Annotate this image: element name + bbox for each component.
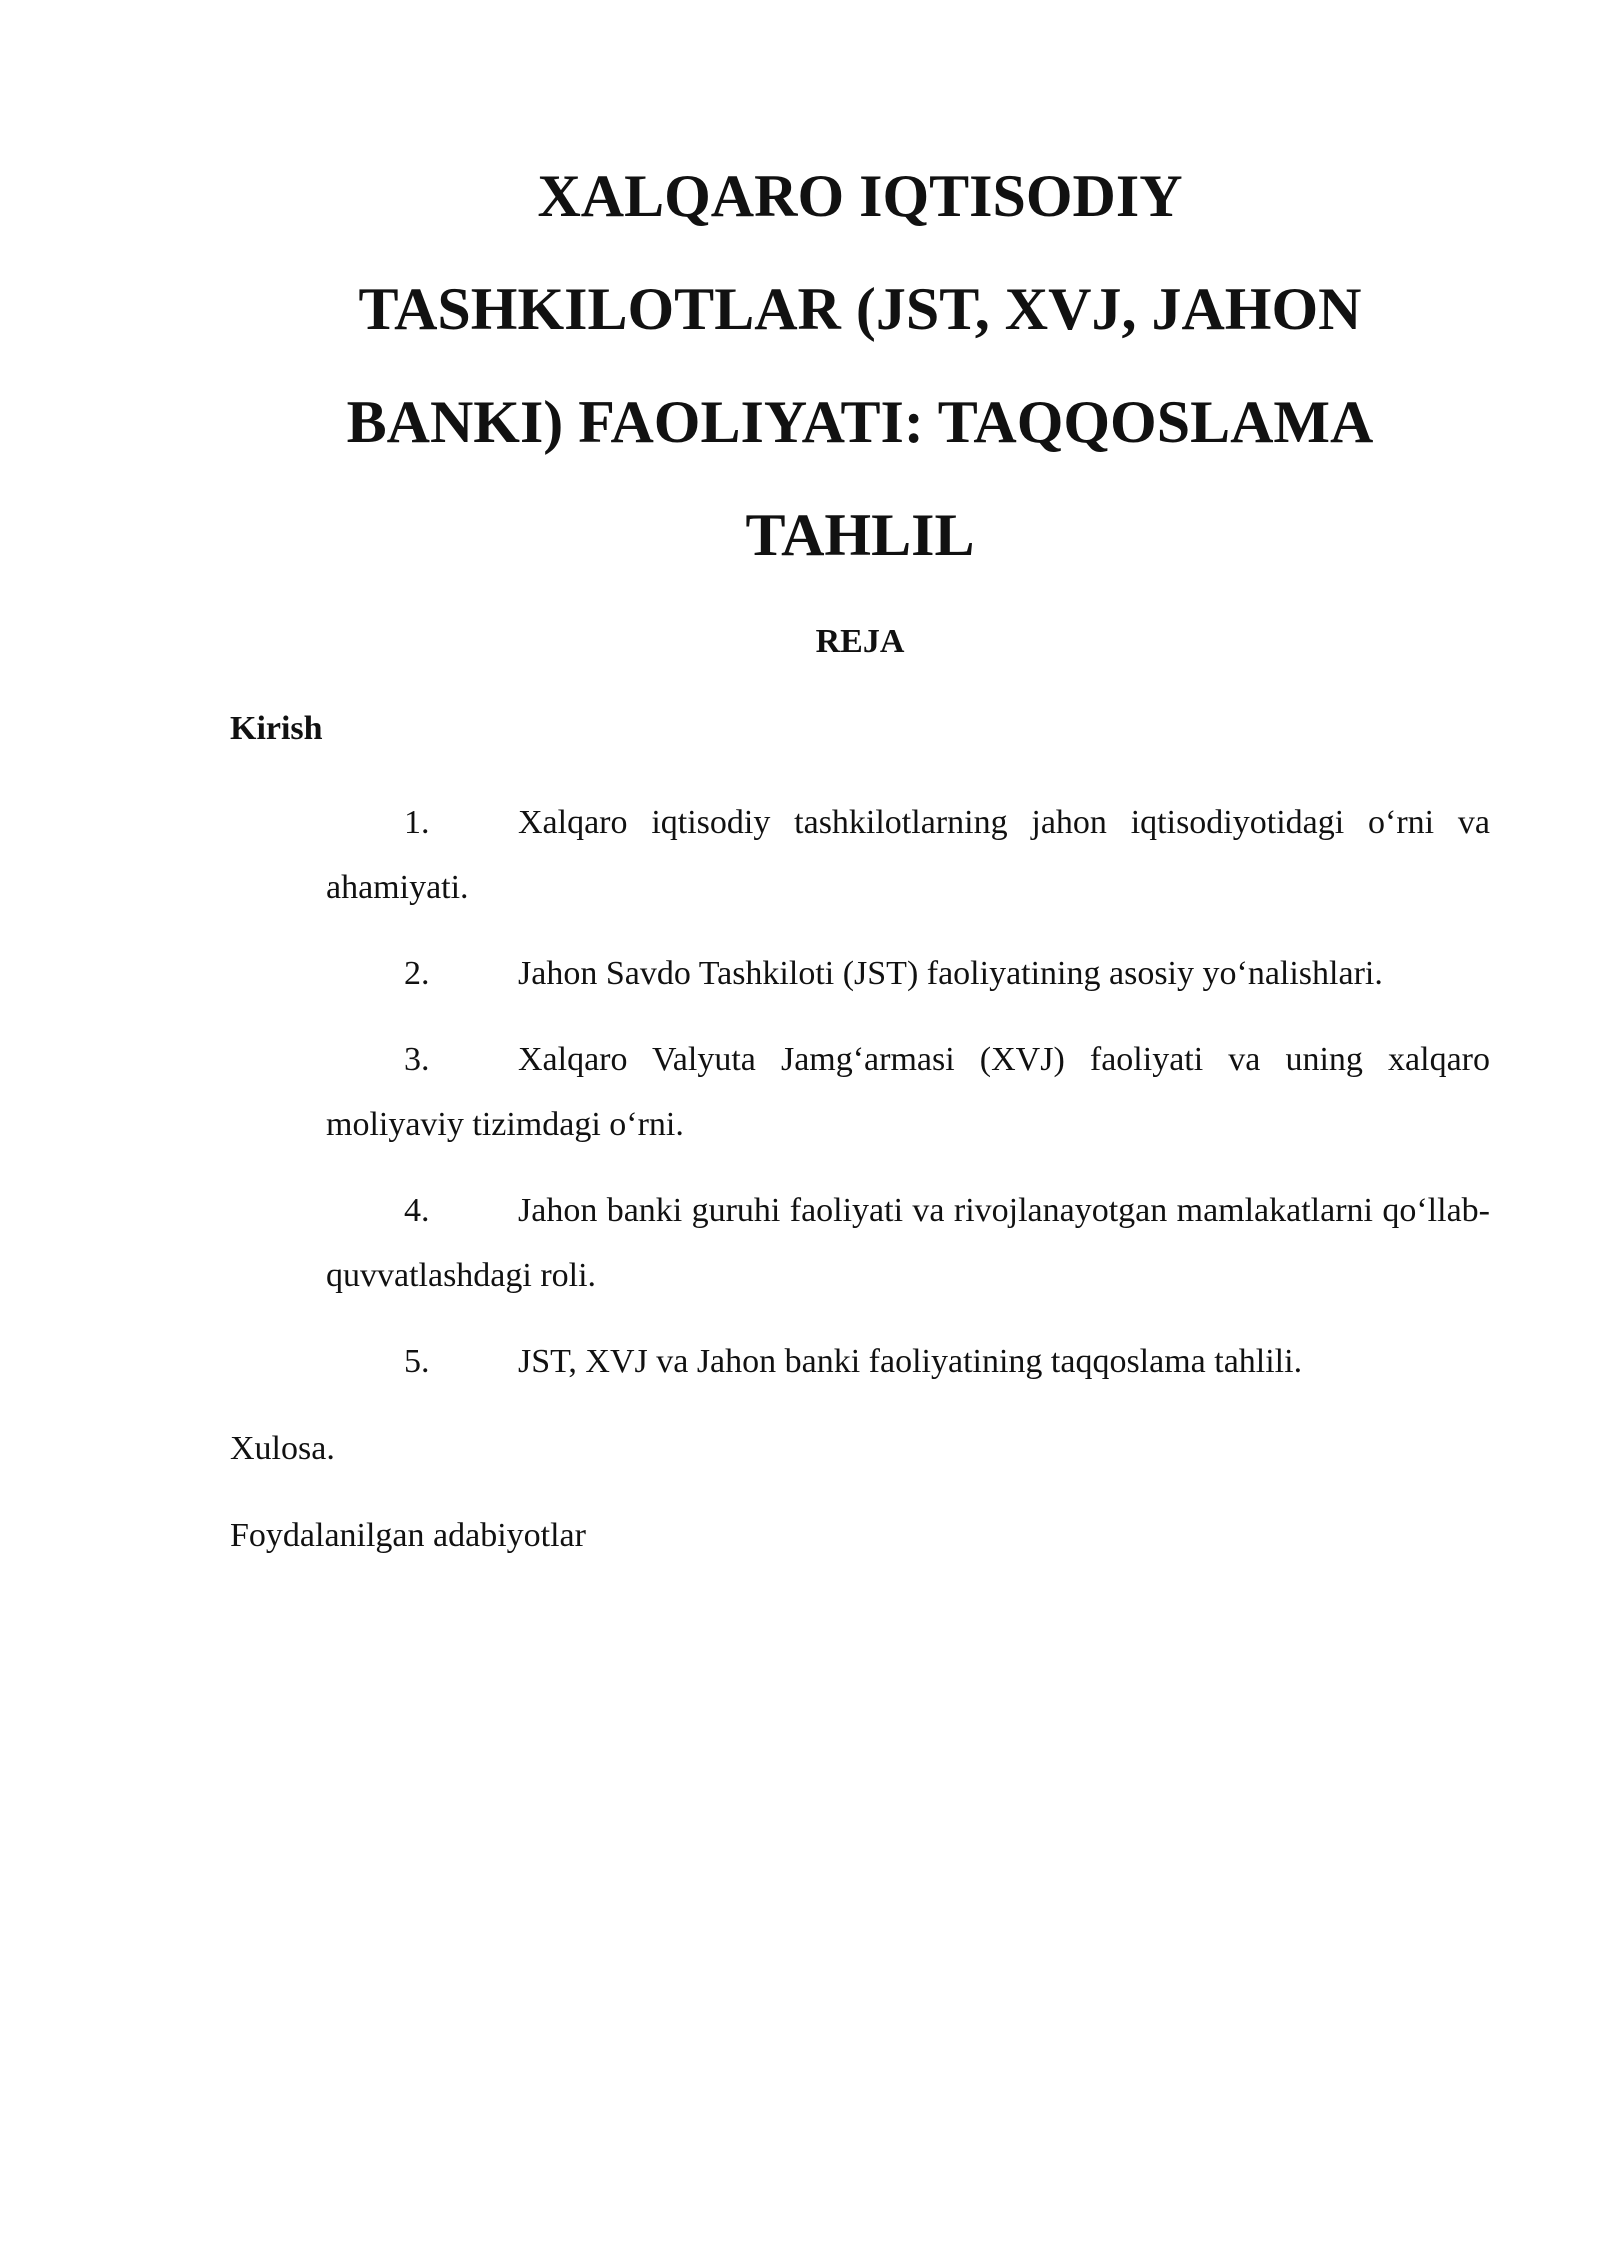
title-line: TASHKILOTLAR (JST, XVJ, JAHON (358, 276, 1362, 342)
plan-item-number: 1. (404, 804, 430, 841)
plan-list (326, 790, 1490, 1415)
plan-item (326, 941, 1490, 1006)
plan-item-number: 5. (404, 1343, 430, 1380)
intro-heading: Kirish (230, 710, 323, 747)
conclusion-heading: Xulosa. (230, 1430, 335, 1467)
title-line: TAHLIL (745, 502, 975, 568)
title-line: BANKI) FAOLIYATI: TAQQOSLAMA (346, 389, 1374, 455)
plan-item (326, 1027, 1490, 1157)
plan-item-text: JST, XVJ va Jahon banki faoliyatining taqqoslama tahlili. (518, 1343, 1303, 1380)
plan-item-number: 3. (404, 1041, 430, 1078)
title-line: XALQARO IQTISODIY (537, 163, 1183, 229)
plan-item-number: 4. (404, 1192, 430, 1229)
plan-item (326, 790, 1490, 920)
plan-item (326, 1178, 1490, 1308)
plan-item (326, 1329, 1490, 1394)
plan-item-text: Jahon Savdo Tashkiloti (JST) faoliyatining asosiy yo‘nalishlari. (518, 955, 1383, 992)
plan-heading: REJA (815, 623, 905, 660)
plan-item-text: Jahon banki guruhi faoliyati va rivojlanayotgan mamlakatlarni qo‘llab-quvvatlashdagi roli. (326, 1192, 1490, 1294)
plan-item-number: 2. (404, 955, 430, 992)
document-title (300, 140, 1420, 592)
references-heading: Foydalanilgan adabiyotlar (230, 1517, 586, 1554)
plan-item-text: Xalqaro Valyuta Jamg‘armasi (XVJ) faoliyati va uning xalqaro moliyaviy tizimdagi o‘rni. (326, 1041, 1490, 1143)
plan-item-text: Xalqaro iqtisodiy tashkilotlarning jahon iqtisodiyotidagi o‘rni va ahamiyati. (326, 804, 1490, 906)
